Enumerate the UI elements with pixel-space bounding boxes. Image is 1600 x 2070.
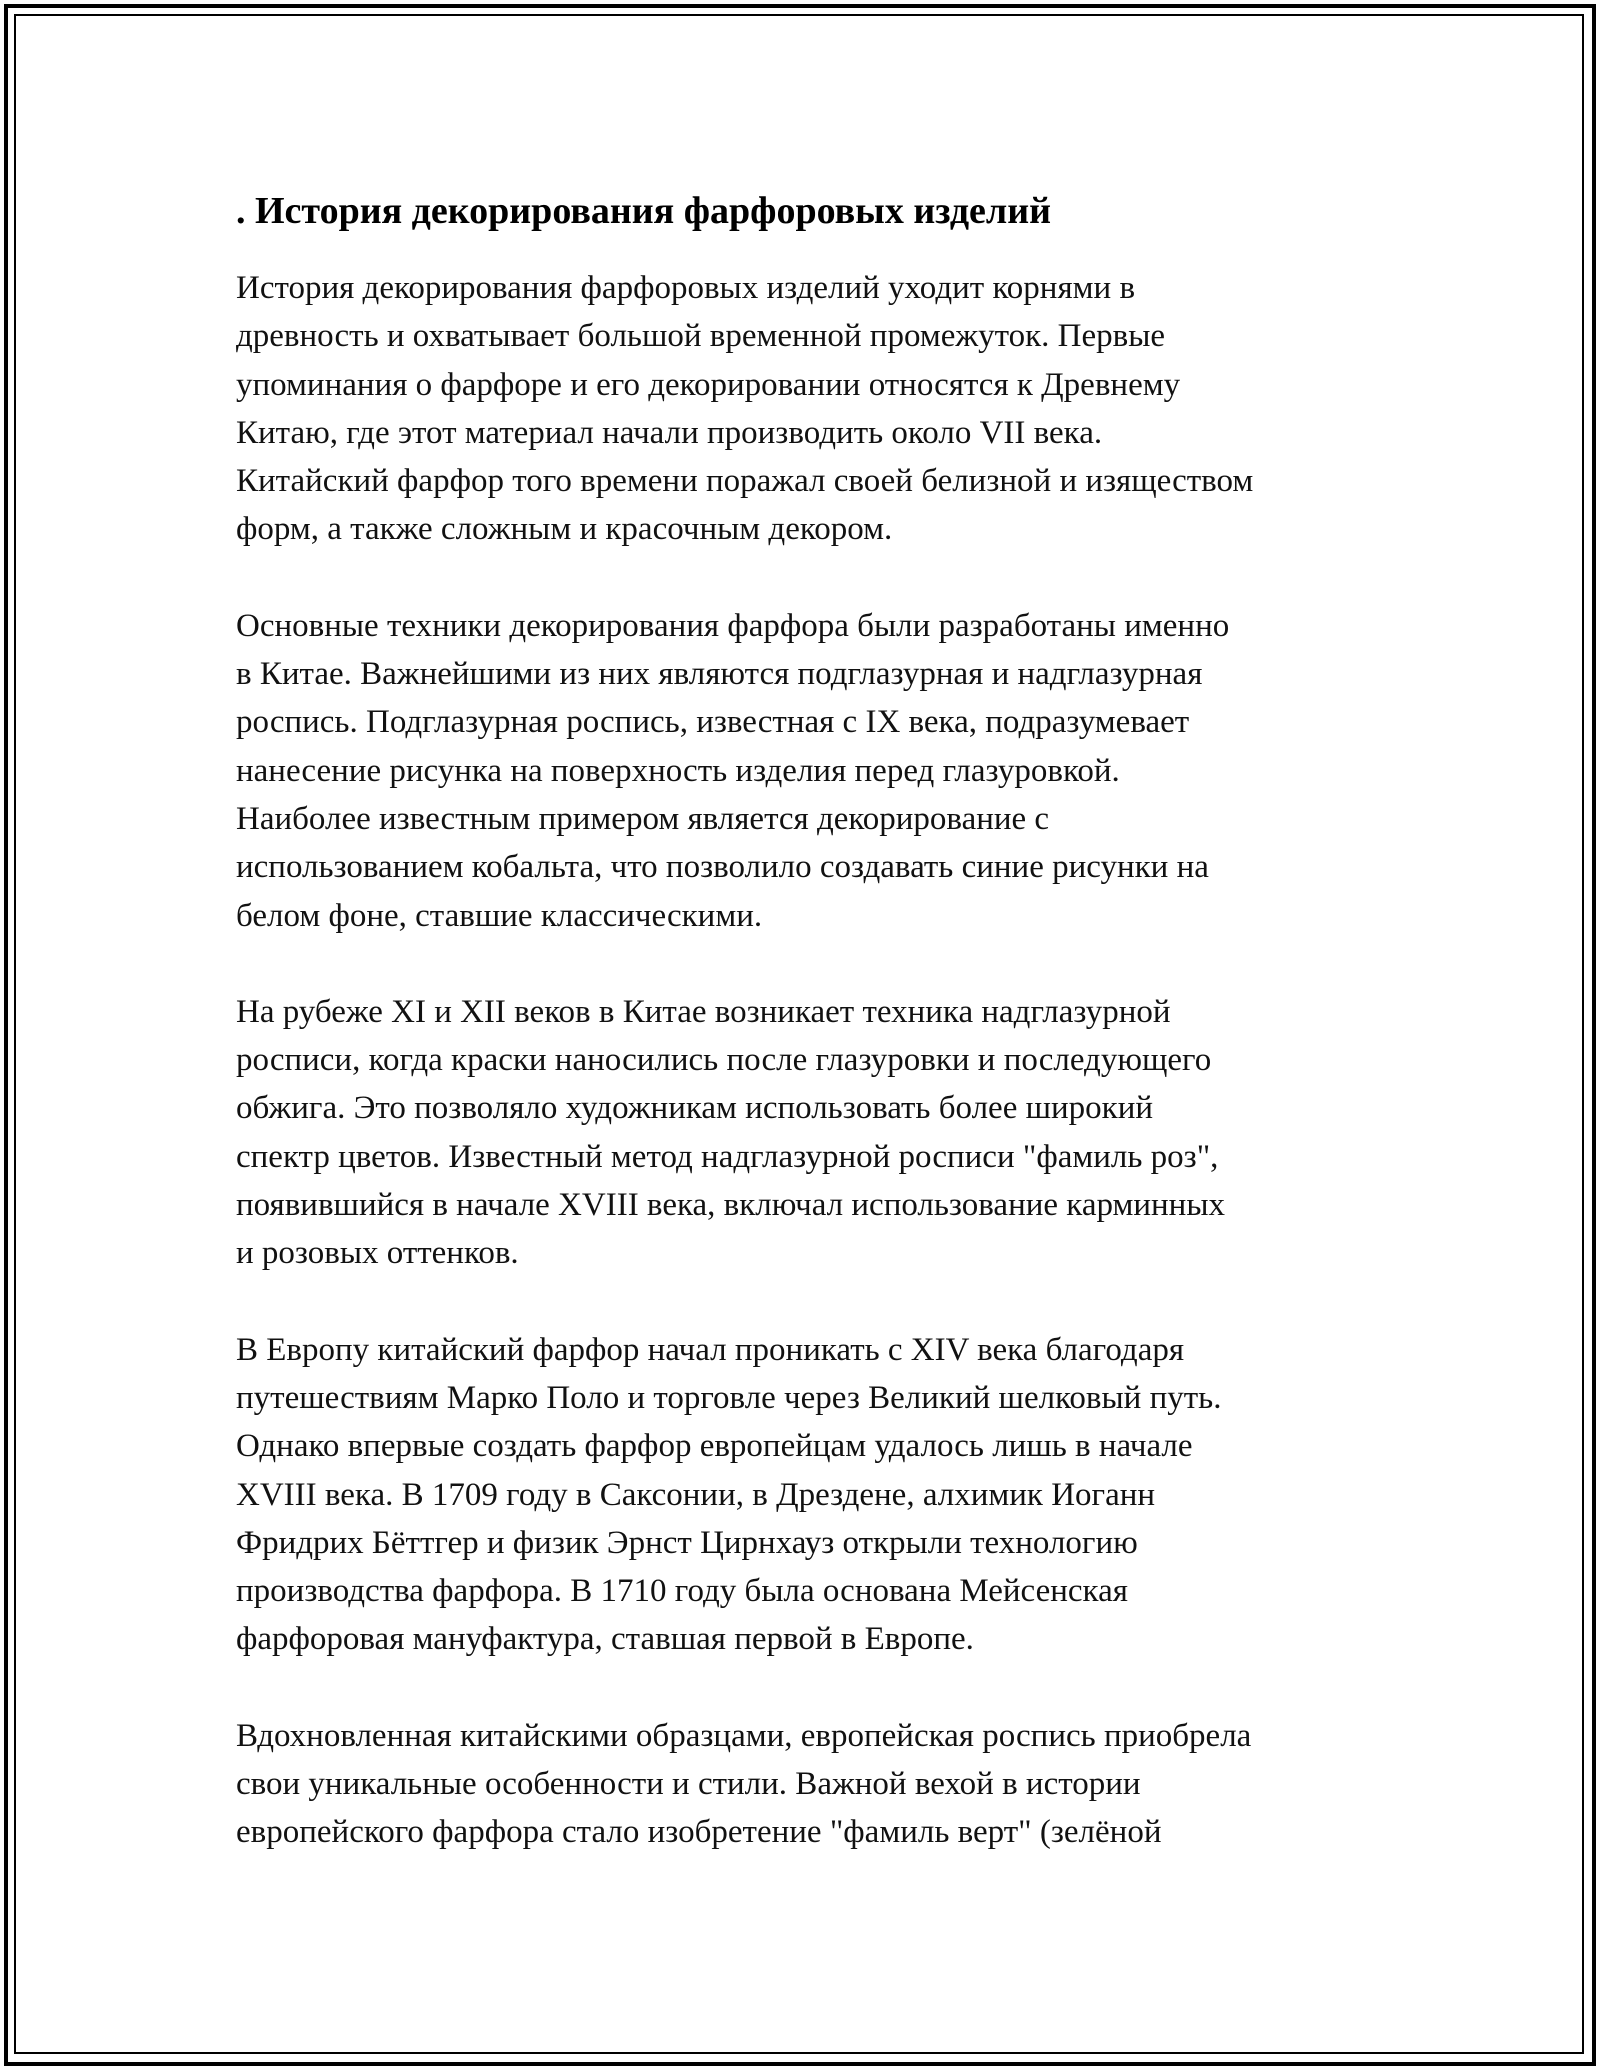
text-line: роспись. Подглазурная роспись, известная с IX века, подразумевает: [236, 704, 1190, 741]
paragraph-1: [236, 264, 1376, 554]
text-line: Китайский фарфор того времени поражал своей белизной и изяществом: [236, 463, 1254, 500]
text-line: Китаю, где этот материал начали производить около VII века.: [236, 414, 1103, 451]
text-line: Однако впервые создать фарфор европейцам удалось лишь в начале: [236, 1428, 1193, 1465]
text-line: нанесение рисунка на поверхность изделия перед глазуровкой.: [236, 752, 1120, 789]
paragraph-5: [236, 1712, 1376, 1857]
paragraph-3: [236, 988, 1376, 1278]
text-line: обжига. Это позволяло художникам использовать более широкий: [236, 1090, 1154, 1127]
paragraph-2: [236, 602, 1376, 940]
text-line: Фридрих Бёттгер и физик Эрнст Цирнхауз открыли технологию: [236, 1524, 1138, 1561]
text-line: белом фоне, ставшие классическими.: [236, 897, 763, 934]
text-line: путешествиям Марко Поло и торговле через Великий шелковый путь.: [236, 1379, 1222, 1416]
text-line: появившийся в начале XVIII века, включал использование карминных: [236, 1187, 1226, 1224]
text-line: В Европу китайский фарфор начал проникать с XIV века благодаря: [236, 1331, 1185, 1368]
document-body: [236, 186, 1376, 1905]
text-line: фарфоровая мануфактура, ставшая первой в Европе.: [236, 1621, 974, 1658]
text-line: XVIII века. В 1709 году в Саксонии, в Дрездене, алхимик Иоганн: [236, 1476, 1156, 1513]
text-line: Основные техники декорирования фарфора были разработаны именно: [236, 607, 1230, 644]
text-line: На рубеже XI и XII веков в Китае возникает техника надглазурной: [236, 993, 1171, 1030]
paragraph-4: [236, 1326, 1376, 1664]
text-line: и розовых оттенков.: [236, 1235, 519, 1272]
text-line: древность и охватывает большой временной промежуток. Первые: [236, 318, 1166, 355]
text-line: производства фарфора. В 1710 году была основана Мейсенская: [236, 1573, 1128, 1610]
text-line: Наиболее известным примером является декорирование с: [236, 800, 1050, 837]
text-line: использованием кобальта, что позволило создавать синие рисунки на: [236, 849, 1209, 886]
text-line: в Китае. Важнейшими из них являются подглазурная и надглазурная: [236, 656, 1203, 693]
text-line: форм, а также сложным и красочным декором.: [236, 511, 893, 548]
text-line: упоминания о фарфоре и его декорировании относятся к Древнему: [236, 366, 1181, 403]
document-title: . История декорирования фарфоровых изделий: [236, 190, 1052, 232]
text-line: свои уникальные особенности и стили. Важной вехой в истории: [236, 1766, 1141, 1803]
text-line: росписи, когда краски наносились после глазуровки и последующего: [236, 1042, 1212, 1079]
text-line: История декорирования фарфоровых изделий уходит корнями в: [236, 270, 1136, 306]
text-line: спектр цветов. Известный метод надглазурной росписи "фамиль роз",: [236, 1138, 1219, 1175]
text-line: Вдохновленная китайскими образцами, европейская роспись приобрела: [236, 1717, 1252, 1754]
text-line: европейского фарфора стало изобретение "фамиль верт" (зелёной: [236, 1814, 1162, 1851]
